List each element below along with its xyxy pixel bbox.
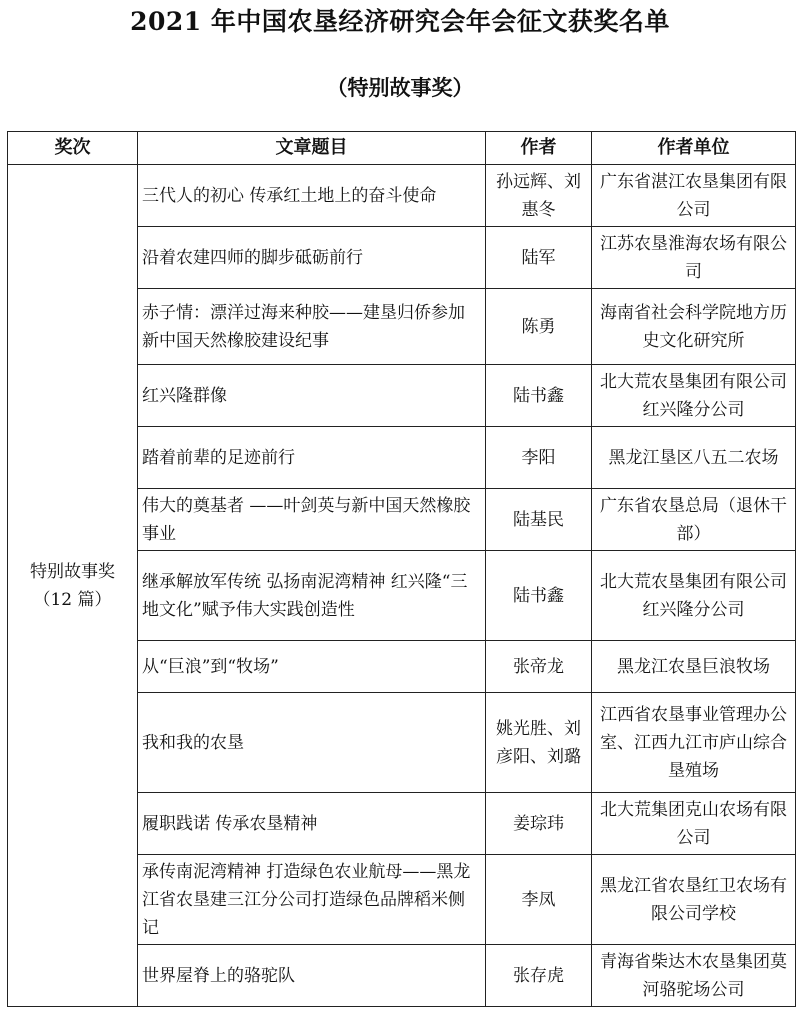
topic-cell: 我和我的农垦	[138, 693, 486, 793]
org-cell: 江苏农垦淮海农场有限公司	[592, 227, 796, 289]
author-cell: 李阳	[486, 427, 592, 489]
topic-cell: 三代人的初心 传承红土地上的奋斗使命	[138, 165, 486, 227]
author-cell: 姜琮玮	[486, 793, 592, 855]
author-cell: 张存虎	[486, 945, 592, 1007]
org-cell: 江西省农垦事业管理办公室、江西九江市庐山综合垦殖场	[592, 693, 796, 793]
award-count: （12 篇）	[33, 589, 112, 610]
topic-cell: 赤子情：漂洋过海来种胶——建垦归侨参加新中国天然橡胶建设纪事	[138, 289, 486, 365]
author-cell: 陆军	[486, 227, 592, 289]
table-header-row	[8, 132, 796, 165]
author-cell: 李凤	[486, 855, 592, 945]
page-subtitle: （特别故事奖）	[326, 75, 474, 100]
page-title: 2021 年中国农垦经济研究会年会征文获奖名单	[130, 7, 670, 36]
author-cell: 孙远辉、刘惠冬	[486, 165, 592, 227]
header-topic: 文章题目	[138, 132, 486, 165]
org-cell: 广东省农垦总局（退休干部）	[592, 489, 796, 551]
table-body	[8, 165, 796, 1007]
header-author: 作者	[486, 132, 592, 165]
org-cell: 广东省湛江农垦集团有限公司	[592, 165, 796, 227]
author-cell: 陆基民	[486, 489, 592, 551]
author-cell: 陆书鑫	[486, 551, 592, 641]
org-cell: 北大荒集团克山农场有限公司	[592, 793, 796, 855]
award-category-cell	[8, 165, 138, 1007]
award-category: 特别故事奖	[30, 561, 115, 582]
org-cell: 黑龙江垦区八五二农场	[592, 427, 796, 489]
org-cell: 黑龙江农垦巨浪牧场	[592, 641, 796, 693]
topic-cell: 沿着农建四师的脚步砥砺前行	[138, 227, 486, 289]
topic-cell: 继承解放军传统 弘扬南泥湾精神 红兴隆“三地文化”赋予伟大实践创造性	[138, 551, 486, 641]
org-cell: 黑龙江省农垦红卫农场有限公司学校	[592, 855, 796, 945]
topic-cell: 踏着前辈的足迹前行	[138, 427, 486, 489]
org-cell: 北大荒农垦集团有限公司红兴隆分公司	[592, 551, 796, 641]
org-cell: 北大荒农垦集团有限公司红兴隆分公司	[592, 365, 796, 427]
header-award: 奖次	[8, 132, 138, 165]
topic-cell: 世界屋脊上的骆驼队	[138, 945, 486, 1007]
topic-cell: 红兴隆群像	[138, 365, 486, 427]
header-org: 作者单位	[592, 132, 796, 165]
topic-cell: 从“巨浪”到“牧场”	[138, 641, 486, 693]
table-row	[8, 165, 796, 227]
topic-cell: 承传南泥湾精神 打造绿色农业航母——黑龙江省农垦建三江分公司打造绿色品牌稻米侧记	[138, 855, 486, 945]
author-cell: 陆书鑫	[486, 365, 592, 427]
org-cell: 海南省社会科学院地方历史文化研究所	[592, 289, 796, 365]
author-cell: 姚光胜、刘彦阳、刘璐	[486, 693, 592, 793]
author-cell: 陈勇	[486, 289, 592, 365]
topic-cell: 伟大的奠基者 ——叶剑英与新中国天然橡胶事业	[138, 489, 486, 551]
awards-table	[7, 131, 796, 1007]
topic-cell: 履职践诺 传承农垦精神	[138, 793, 486, 855]
author-cell: 张帝龙	[486, 641, 592, 693]
org-cell: 青海省柴达木农垦集团莫河骆驼场公司	[592, 945, 796, 1007]
